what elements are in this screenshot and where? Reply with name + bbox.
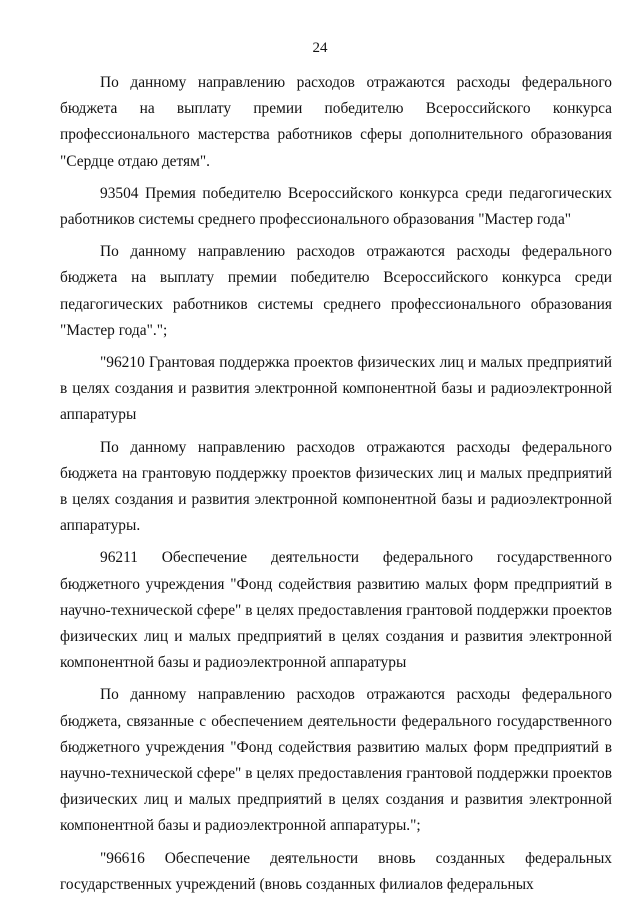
document-body (60, 70, 612, 898)
paragraph-7: По данному направлению расходов отражаются расходы федерального бюджета, связанные с обеспечением деятельности федерального государственного бюджетного учреждения "Фонд содействия развитию малых форм предприятий в научно-технической сфере" в целях предоставления грантовой поддержки проектов физических лиц и малых предприятий в целях создания и развития электронной компонентной базы и радиоэлектронной аппаратуры."; (60, 686, 612, 835)
paragraph-4: "96210 Грантовая поддержка проектов физических лиц и малых предприятий в целях создания и развития электронной компонентной базы и радиоэлектронной аппаратуры (60, 354, 612, 424)
paragraph-2: 93504 Премия победителю Всероссийского конкурса среди педагогических работников системы среднего профессионального образования "Мастер года" (60, 184, 612, 229)
paragraph-8: "96616 Обеспечение деятельности вновь созданных федеральных государственных учреждений (вновь созданных филиалов федеральных (60, 849, 612, 893)
paragraph-1: По данному направлению расходов отражаются расходы федерального бюджета на выплату премии победителю Всероссийского конкурса профессионального мастерства работников сферы дополнительного образования "Сердце отдаю детям". (60, 74, 612, 170)
paragraph-5: По данному направлению расходов отражаются расходы федерального бюджета на грантовую поддержку проектов физических лиц и малых предприятий в целях создания и развития электронной компонентной базы и радиоэлектронной аппаратуры. (60, 438, 612, 535)
page-number: 24 (312, 40, 328, 56)
paragraph-3: По данному направлению расходов отражаются расходы федерального бюджета на выплату премии победителю Всероссийского конкурса среди педагогических работников системы среднего профессионального образования "Мастер года"."; (60, 243, 612, 339)
paragraph-6: 96211 Обеспечение деятельности федерального государственного бюджетного учреждения "Фонд содействия развитию малых форм предприятий в научно-технической сфере" в целях предоставления грантовой поддержки проектов физических лиц и малых предприятий в целях создания и развития электронной компонентной базы и радиоэлектронной аппаратуры (60, 549, 612, 672)
